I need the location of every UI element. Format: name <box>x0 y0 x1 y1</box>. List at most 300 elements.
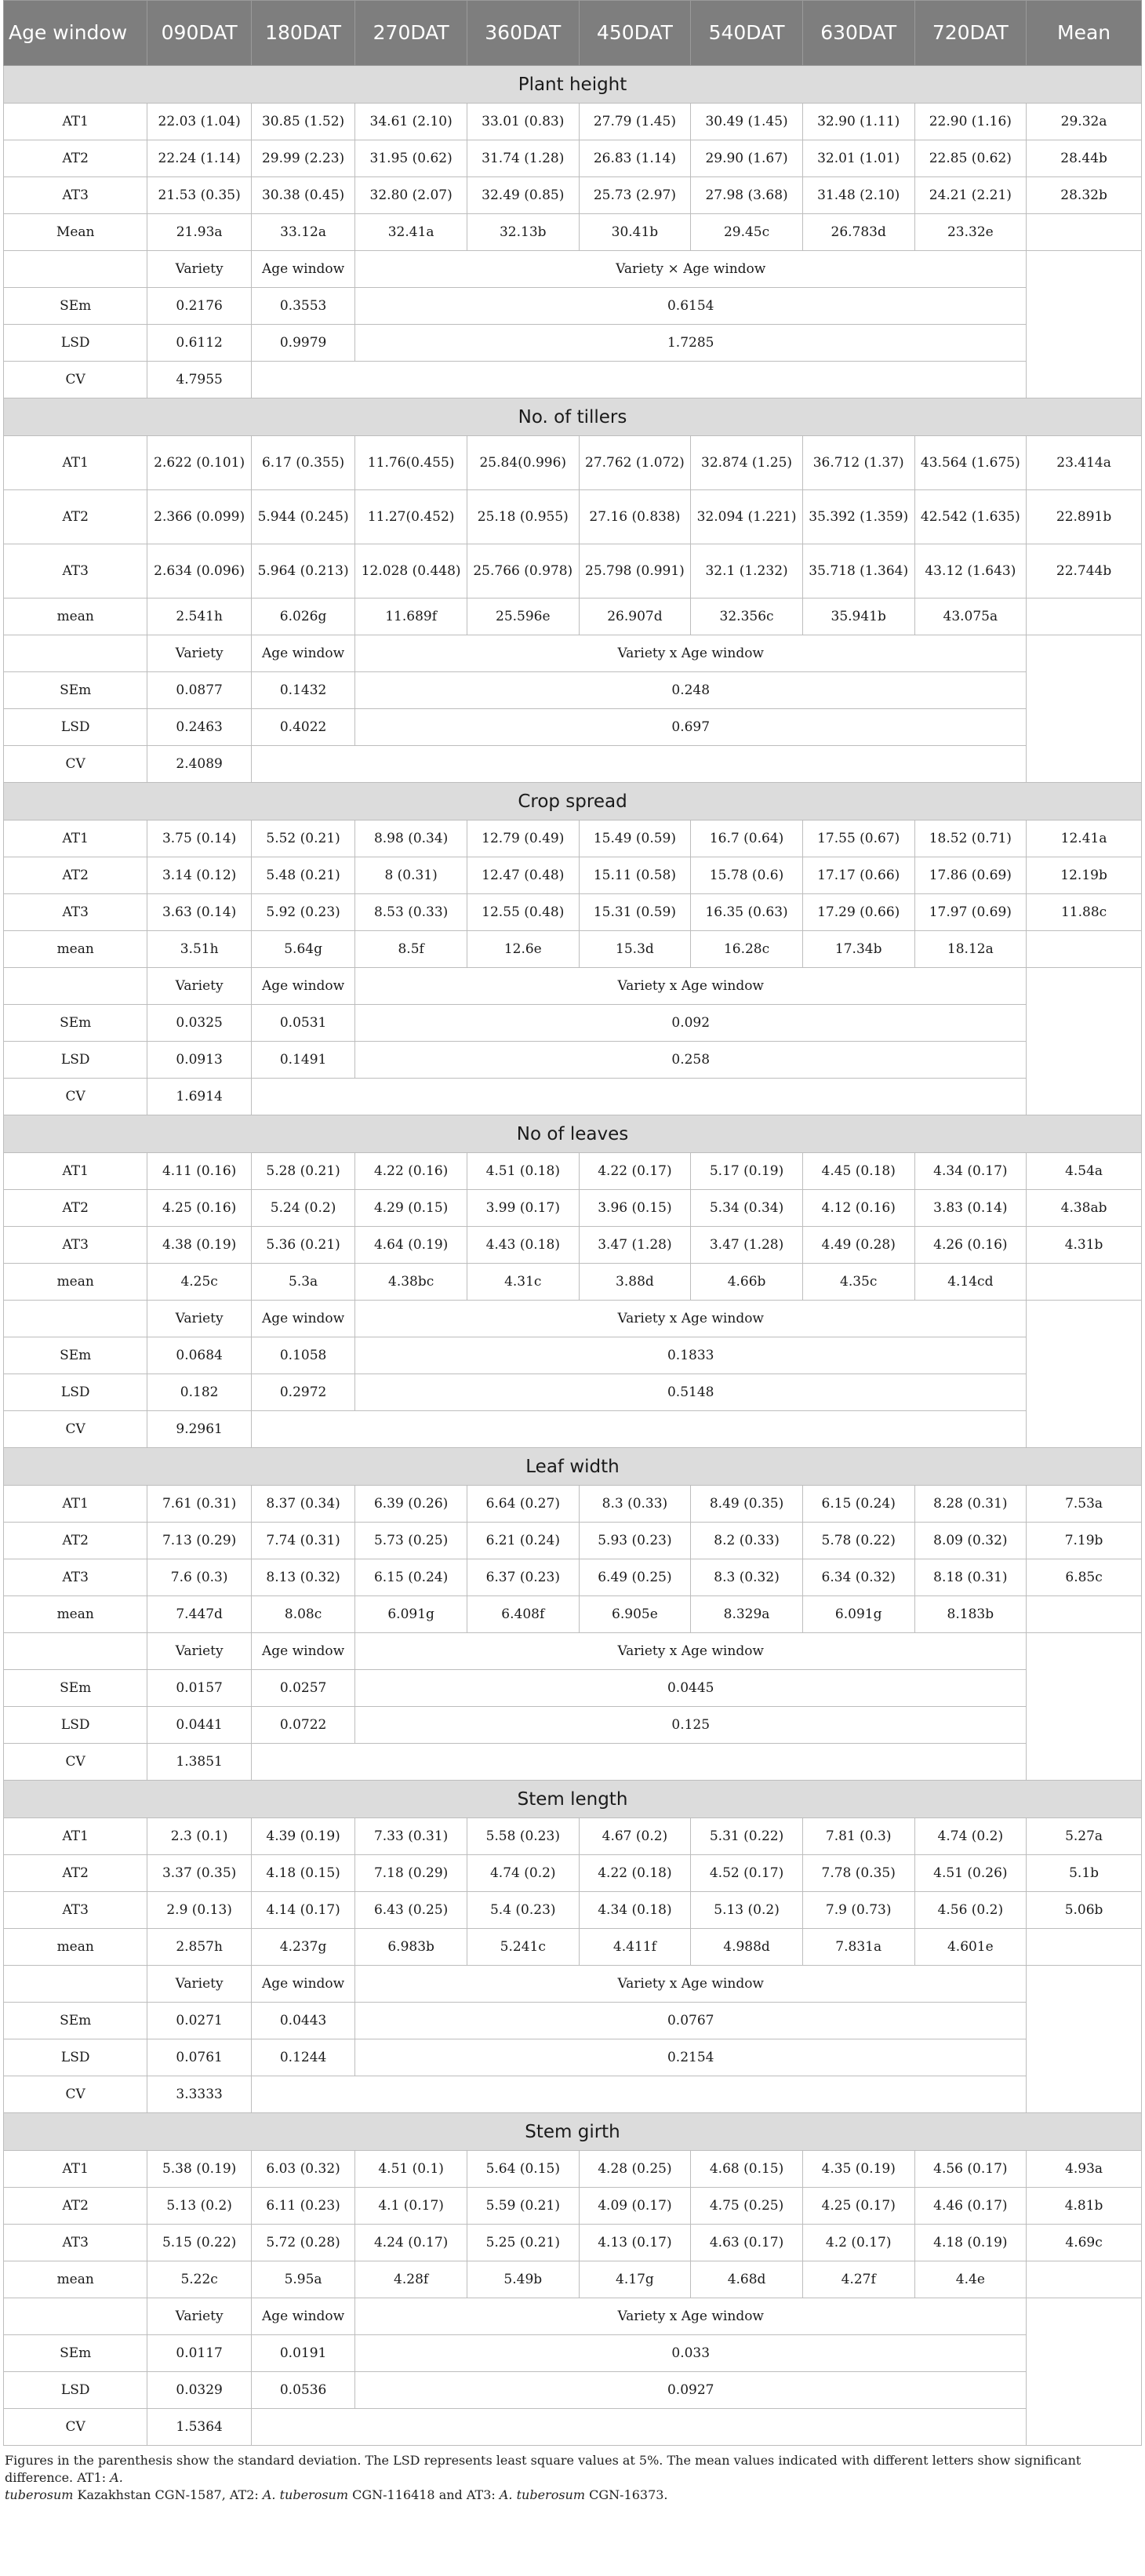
stats-value: 0.0329 <box>147 2372 251 2409</box>
table-cell: 3.96 (0.15) <box>579 1190 691 1227</box>
stats-head: Variety x Age window <box>355 635 1027 672</box>
row-label: AT2 <box>4 1523 147 1559</box>
footnote-species: A. tuberosum <box>499 2487 586 2502</box>
table-cell: 23.32e <box>914 214 1027 251</box>
empty-cell <box>4 1633 147 1670</box>
table-row <box>4 1818 1142 1855</box>
table-cell: 3.88d <box>579 1264 691 1301</box>
stats-label: CV <box>4 2076 147 2113</box>
table-cell: 4.25 (0.17) <box>802 2188 914 2225</box>
table-cell: 11.76(0.455) <box>355 436 467 490</box>
stats-value: 0.697 <box>355 709 1027 746</box>
stats-label: SEm <box>4 2335 147 2372</box>
table-cell: 32.80 (2.07) <box>355 177 467 214</box>
stats-head: Variety <box>147 1633 251 1670</box>
table-cell: 4.75 (0.25) <box>691 2188 803 2225</box>
table-row <box>4 857 1142 894</box>
table-row <box>4 931 1142 968</box>
table-cell: 31.74 (1.28) <box>467 140 579 177</box>
table-cell: 6.983b <box>355 1929 467 1966</box>
table-cell: 36.712 (1.37) <box>802 436 914 490</box>
table-cell: 33.01 (0.83) <box>467 104 579 140</box>
stats-value: 0.1244 <box>251 2039 354 2076</box>
table-cell: 26.783d <box>802 214 914 251</box>
table-cell: 16.35 (0.63) <box>691 894 803 931</box>
table-cell: 4.2 (0.17) <box>802 2225 914 2261</box>
table-cell: 5.92 (0.23) <box>251 894 354 931</box>
row-label: mean <box>4 931 147 968</box>
table-cell: 7.19b <box>1027 1523 1142 1559</box>
section-title: Stem girth <box>4 2113 1142 2151</box>
section-title: No of leaves <box>4 1115 1142 1153</box>
table-cell <box>1027 2261 1142 2298</box>
empty-cell <box>251 2076 1026 2113</box>
stats-value: 0.0191 <box>251 2335 354 2372</box>
table-cell: 3.99 (0.17) <box>467 1190 579 1227</box>
table-cell: 5.06b <box>1027 1892 1142 1929</box>
footnote-species: tuberosum <box>5 2487 74 2502</box>
table-cell: 5.34 (0.34) <box>691 1190 803 1227</box>
stats-label: LSD <box>4 1707 147 1744</box>
table-cell: 6.34 (0.32) <box>802 1559 914 1596</box>
footnote-species: A. <box>110 2470 123 2485</box>
table-cell: 6.905e <box>579 1596 691 1633</box>
stats-row-sem <box>4 672 1142 709</box>
section-title: Crop spread <box>4 783 1142 820</box>
table-row <box>4 1929 1142 1966</box>
table-cell: 8.329a <box>691 1596 803 1633</box>
table-cell: 32.1 (1.232) <box>691 544 803 599</box>
stats-value: 9.2961 <box>147 1411 251 1448</box>
table-cell: 7.61 (0.31) <box>147 1486 251 1523</box>
table-cell: 5.36 (0.21) <box>251 1227 354 1264</box>
footnote-species: A. tuberosum <box>262 2487 349 2502</box>
table-cell: 21.93a <box>147 214 251 251</box>
stats-head: Age window <box>251 635 354 672</box>
table-cell: 4.22 (0.16) <box>355 1153 467 1190</box>
table-cell: 12.41a <box>1027 820 1142 857</box>
table-cell: 6.39 (0.26) <box>355 1486 467 1523</box>
stats-label: LSD <box>4 709 147 746</box>
table-cell: 6.15 (0.24) <box>802 1486 914 1523</box>
empty-cell <box>1027 1633 1142 1781</box>
stats-value: 0.0877 <box>147 672 251 709</box>
table-cell: 8.2 (0.33) <box>691 1523 803 1559</box>
stats-label: CV <box>4 1744 147 1781</box>
row-label: AT1 <box>4 436 147 490</box>
table-cell: 29.45c <box>691 214 803 251</box>
stats-label: CV <box>4 1411 147 1448</box>
stats-value: 0.248 <box>355 672 1027 709</box>
table-cell: 25.18 (0.955) <box>467 490 579 544</box>
stats-value: 0.5148 <box>355 1374 1027 1411</box>
row-label: AT1 <box>4 104 147 140</box>
stats-head: Age window <box>251 2298 354 2335</box>
table-cell: 5.64g <box>251 931 354 968</box>
table-cell: 33.12a <box>251 214 354 251</box>
stats-head: Age window <box>251 968 354 1005</box>
stats-value: 0.0445 <box>355 1670 1027 1707</box>
table-cell: 15.78 (0.6) <box>691 857 803 894</box>
row-label: AT3 <box>4 894 147 931</box>
table-cell: 5.13 (0.2) <box>147 2188 251 2225</box>
table-cell: 7.53a <box>1027 1486 1142 1523</box>
stats-head: Variety × Age window <box>355 251 1027 288</box>
table-row <box>4 544 1142 599</box>
table-cell: 32.90 (1.11) <box>802 104 914 140</box>
stats-value: 0.092 <box>355 1005 1027 1042</box>
table-cell: 4.26 (0.16) <box>914 1227 1027 1264</box>
table-cell: 12.55 (0.48) <box>467 894 579 931</box>
table-cell: 5.4 (0.23) <box>467 1892 579 1929</box>
table-cell: 24.21 (2.21) <box>914 177 1027 214</box>
table-row <box>4 490 1142 544</box>
table-cell: 12.028 (0.448) <box>355 544 467 599</box>
table-cell: 5.25 (0.21) <box>467 2225 579 2261</box>
table-cell: 4.18 (0.15) <box>251 1855 354 1892</box>
table-cell: 6.091g <box>355 1596 467 1633</box>
stats-value: 0.0443 <box>251 2003 354 2039</box>
table-cell: 6.85c <box>1027 1559 1142 1596</box>
table-cell: 25.73 (2.97) <box>579 177 691 214</box>
table-row <box>4 140 1142 177</box>
empty-cell <box>251 746 1026 783</box>
table-row <box>4 1190 1142 1227</box>
stats-row-lsd <box>4 1374 1142 1411</box>
table-cell: 2.366 (0.099) <box>147 490 251 544</box>
table-cell: 5.59 (0.21) <box>467 2188 579 2225</box>
table-cell: 16.28c <box>691 931 803 968</box>
table-cell: 16.7 (0.64) <box>691 820 803 857</box>
stats-row-cv <box>4 746 1142 783</box>
stats-row-cv <box>4 2409 1142 2446</box>
table-cell: 4.66b <box>691 1264 803 1301</box>
table-cell: 5.15 (0.22) <box>147 2225 251 2261</box>
stats-value: 0.0257 <box>251 1670 354 1707</box>
table-cell: 2.9 (0.13) <box>147 1892 251 1929</box>
stats-header-row <box>4 251 1142 288</box>
table-cell: 5.72 (0.28) <box>251 2225 354 2261</box>
stats-row-lsd <box>4 1042 1142 1079</box>
stats-head: Variety <box>147 968 251 1005</box>
table-cell: 7.13 (0.29) <box>147 1523 251 1559</box>
empty-cell <box>1027 2298 1142 2446</box>
table-cell: 5.58 (0.23) <box>467 1818 579 1855</box>
table-cell: 11.88c <box>1027 894 1142 931</box>
table-cell: 35.941b <box>802 599 914 635</box>
row-label: AT1 <box>4 2151 147 2188</box>
table-cell: 7.18 (0.29) <box>355 1855 467 1892</box>
stats-value: 0.0913 <box>147 1042 251 1079</box>
section-header-row <box>4 783 1142 820</box>
stats-label: CV <box>4 2409 147 2446</box>
table-cell: 6.091g <box>802 1596 914 1633</box>
table-cell: 6.43 (0.25) <box>355 1892 467 1929</box>
stats-row-lsd <box>4 2039 1142 2076</box>
table-cell: 4.38ab <box>1027 1190 1142 1227</box>
stats-row-sem <box>4 2003 1142 2039</box>
table-cell: 5.28 (0.21) <box>251 1153 354 1190</box>
stats-head: Variety x Age window <box>355 2298 1027 2335</box>
stats-head: Variety x Age window <box>355 968 1027 1005</box>
empty-cell <box>1027 251 1142 398</box>
table-row <box>4 104 1142 140</box>
table-cell: 4.43 (0.18) <box>467 1227 579 1264</box>
table-cell: 7.78 (0.35) <box>802 1855 914 1892</box>
table-cell: 8.28 (0.31) <box>914 1486 1027 1523</box>
table-cell: 17.34b <box>802 931 914 968</box>
table-cell: 4.22 (0.17) <box>579 1153 691 1190</box>
footnote-text-3: CGN-116418 and AT3: <box>348 2487 500 2502</box>
table-cell: 17.86 (0.69) <box>914 857 1027 894</box>
table-cell: 32.356c <box>691 599 803 635</box>
data-table <box>3 0 1142 2446</box>
row-label: AT2 <box>4 1190 147 1227</box>
table-cell: 15.31 (0.59) <box>579 894 691 931</box>
table-cell: 3.63 (0.14) <box>147 894 251 931</box>
table-row <box>4 2261 1142 2298</box>
document <box>3 0 1142 2504</box>
table-cell: 5.78 (0.22) <box>802 1523 914 1559</box>
table-cell: 4.54a <box>1027 1153 1142 1190</box>
stats-head: Variety x Age window <box>355 1301 1027 1337</box>
table-row <box>4 820 1142 857</box>
table-cell <box>1027 214 1142 251</box>
table-cell: 31.95 (0.62) <box>355 140 467 177</box>
row-label: AT1 <box>4 820 147 857</box>
stats-row-sem <box>4 288 1142 325</box>
table-row <box>4 1227 1142 1264</box>
section-header-row <box>4 398 1142 436</box>
table-cell: 6.408f <box>467 1596 579 1633</box>
row-label: AT1 <box>4 1818 147 1855</box>
table-row <box>4 177 1142 214</box>
stats-label: LSD <box>4 2039 147 2076</box>
table-cell <box>1027 599 1142 635</box>
empty-cell <box>4 968 147 1005</box>
table-cell: 30.41b <box>579 214 691 251</box>
table-cell: 43.075a <box>914 599 1027 635</box>
table-cell: 5.64 (0.15) <box>467 2151 579 2188</box>
table-cell: 4.237g <box>251 1929 354 1966</box>
stats-value: 1.6914 <box>147 1079 251 1115</box>
table-cell: 27.98 (3.68) <box>691 177 803 214</box>
table-cell: 5.48 (0.21) <box>251 857 354 894</box>
table-cell: 4.24 (0.17) <box>355 2225 467 2261</box>
table-cell: 4.39 (0.19) <box>251 1818 354 1855</box>
stats-value: 2.4089 <box>147 746 251 783</box>
table-cell: 17.17 (0.66) <box>802 857 914 894</box>
empty-cell <box>1027 968 1142 1115</box>
table-cell: 4.25 (0.16) <box>147 1190 251 1227</box>
table-cell: 6.17 (0.355) <box>251 436 354 490</box>
table-cell: 8.49 (0.35) <box>691 1486 803 1523</box>
table-cell: 27.762 (1.072) <box>579 436 691 490</box>
table-cell: 4.27f <box>802 2261 914 2298</box>
table-cell: 8.3 (0.32) <box>691 1559 803 1596</box>
table-row <box>4 2151 1142 2188</box>
stats-row-lsd <box>4 2372 1142 2409</box>
table-cell <box>1027 1596 1142 1633</box>
stats-label: LSD <box>4 325 147 362</box>
table-cell: 4.38bc <box>355 1264 467 1301</box>
table-cell: 4.28 (0.25) <box>579 2151 691 2188</box>
stats-value: 0.258 <box>355 1042 1027 1079</box>
stats-label: SEm <box>4 1337 147 1374</box>
table-cell: 5.17 (0.19) <box>691 1153 803 1190</box>
table-cell: 4.56 (0.2) <box>914 1892 1027 1929</box>
table-cell: 4.18 (0.19) <box>914 2225 1027 2261</box>
table-cell: 15.3d <box>579 931 691 968</box>
stats-value: 0.1432 <box>251 672 354 709</box>
table-cell: 6.03 (0.32) <box>251 2151 354 2188</box>
row-label: AT1 <box>4 1153 147 1190</box>
stats-value: 0.4022 <box>251 709 354 746</box>
table-row <box>4 1892 1142 1929</box>
section-header-row <box>4 2113 1142 2151</box>
stats-label: SEm <box>4 1670 147 1707</box>
table-cell: 4.22 (0.18) <box>579 1855 691 1892</box>
stats-label: CV <box>4 362 147 398</box>
section-header-row <box>4 1781 1142 1818</box>
row-label: AT3 <box>4 544 147 599</box>
table-cell: 4.51 (0.26) <box>914 1855 1027 1892</box>
table-cell: 5.73 (0.25) <box>355 1523 467 1559</box>
section-header-row <box>4 66 1142 104</box>
stats-label: CV <box>4 1079 147 1115</box>
row-label: AT3 <box>4 1559 147 1596</box>
stats-header-row <box>4 968 1142 1005</box>
table-cell: 6.37 (0.23) <box>467 1559 579 1596</box>
stats-value: 0.0441 <box>147 1707 251 1744</box>
table-cell: 26.907d <box>579 599 691 635</box>
table-cell: 7.447d <box>147 1596 251 1633</box>
row-label: AT3 <box>4 2225 147 2261</box>
table-cell: 8.13 (0.32) <box>251 1559 354 1596</box>
empty-cell <box>251 2409 1026 2446</box>
table-cell: 30.85 (1.52) <box>251 104 354 140</box>
table-cell: 4.51 (0.1) <box>355 2151 467 2188</box>
table-cell: 8.5f <box>355 931 467 968</box>
table-cell: 17.29 (0.66) <box>802 894 914 931</box>
table-cell: 4.17g <box>579 2261 691 2298</box>
empty-cell <box>251 1744 1026 1781</box>
table-cell: 4.45 (0.18) <box>802 1153 914 1190</box>
table-cell: 6.15 (0.24) <box>355 1559 467 1596</box>
table-cell: 7.33 (0.31) <box>355 1818 467 1855</box>
table-cell: 5.964 (0.213) <box>251 544 354 599</box>
table-cell: 4.67 (0.2) <box>579 1818 691 1855</box>
table-cell: 29.32a <box>1027 104 1142 140</box>
table-cell: 4.25c <box>147 1264 251 1301</box>
stats-value: 0.2176 <box>147 288 251 325</box>
table-cell: 7.9 (0.73) <box>802 1892 914 1929</box>
row-label: AT3 <box>4 1892 147 1929</box>
stats-label: SEm <box>4 288 147 325</box>
table-cell: 5.13 (0.2) <box>691 1892 803 1929</box>
table-cell: 6.21 (0.24) <box>467 1523 579 1559</box>
table-cell: 7.6 (0.3) <box>147 1559 251 1596</box>
table-cell: 3.83 (0.14) <box>914 1190 1027 1227</box>
table-cell: 42.542 (1.635) <box>914 490 1027 544</box>
table-cell: 5.52 (0.21) <box>251 820 354 857</box>
table-cell: 5.241c <box>467 1929 579 1966</box>
table-cell: 5.24 (0.2) <box>251 1190 354 1227</box>
stats-header-row <box>4 1301 1142 1337</box>
table-cell: 29.90 (1.67) <box>691 140 803 177</box>
stats-row-sem <box>4 1670 1142 1707</box>
table-cell: 5.93 (0.23) <box>579 1523 691 1559</box>
row-label: AT2 <box>4 140 147 177</box>
table-cell: 22.90 (1.16) <box>914 104 1027 140</box>
stats-value: 0.0325 <box>147 1005 251 1042</box>
table-cell: 7.74 (0.31) <box>251 1523 354 1559</box>
table-cell: 4.51 (0.18) <box>467 1153 579 1190</box>
table-cell: 8.183b <box>914 1596 1027 1633</box>
stats-value: 0.182 <box>147 1374 251 1411</box>
table-cell: 4.81b <box>1027 2188 1142 2225</box>
table-cell: 8.37 (0.34) <box>251 1486 354 1523</box>
table-cell: 2.857h <box>147 1929 251 1966</box>
table-cell: 4.28f <box>355 2261 467 2298</box>
table-cell: 43.12 (1.643) <box>914 544 1027 599</box>
stats-value: 0.6112 <box>147 325 251 362</box>
stats-head: Variety x Age window <box>355 1633 1027 1670</box>
table-cell: 4.68 (0.15) <box>691 2151 803 2188</box>
stats-value: 0.033 <box>355 2335 1027 2372</box>
table-cell: 2.3 (0.1) <box>147 1818 251 1855</box>
table-cell: 4.13 (0.17) <box>579 2225 691 2261</box>
table-cell: 12.19b <box>1027 857 1142 894</box>
table-cell: 4.49 (0.28) <box>802 1227 914 1264</box>
stats-row-cv <box>4 1744 1142 1781</box>
table-cell: 32.49 (0.85) <box>467 177 579 214</box>
stats-row-lsd <box>4 709 1142 746</box>
table-cell: 4.35 (0.19) <box>802 2151 914 2188</box>
header-col: 270DAT <box>355 1 467 66</box>
stats-header-row <box>4 2298 1142 2335</box>
stats-label: SEm <box>4 672 147 709</box>
table-cell: 4.69c <box>1027 2225 1142 2261</box>
table-cell: 4.93a <box>1027 2151 1142 2188</box>
table-cell: 26.83 (1.14) <box>579 140 691 177</box>
table-row <box>4 214 1142 251</box>
table-cell: 7.81 (0.3) <box>802 1818 914 1855</box>
table-cell: 11.27(0.452) <box>355 490 467 544</box>
table-cell: 12.47 (0.48) <box>467 857 579 894</box>
table-cell: 5.944 (0.245) <box>251 490 354 544</box>
table-cell: 8.53 (0.33) <box>355 894 467 931</box>
stats-row-sem <box>4 1337 1142 1374</box>
stats-head: Variety <box>147 2298 251 2335</box>
table-row <box>4 1596 1142 1633</box>
row-label: AT2 <box>4 490 147 544</box>
table-cell: 4.56 (0.17) <box>914 2151 1027 2188</box>
header-col: 720DAT <box>914 1 1027 66</box>
table-cell: 22.744b <box>1027 544 1142 599</box>
stats-value: 0.2154 <box>355 2039 1027 2076</box>
table-cell: 4.52 (0.17) <box>691 1855 803 1892</box>
row-label: AT1 <box>4 1486 147 1523</box>
table-footnote <box>3 2446 1142 2504</box>
table-cell: 21.53 (0.35) <box>147 177 251 214</box>
table-cell: 32.094 (1.221) <box>691 490 803 544</box>
table-cell: 4.46 (0.17) <box>914 2188 1027 2225</box>
stats-value: 0.0271 <box>147 2003 251 2039</box>
stats-header-row <box>4 1966 1142 2003</box>
stats-value: 0.9979 <box>251 325 354 362</box>
table-cell: 25.798 (0.991) <box>579 544 691 599</box>
